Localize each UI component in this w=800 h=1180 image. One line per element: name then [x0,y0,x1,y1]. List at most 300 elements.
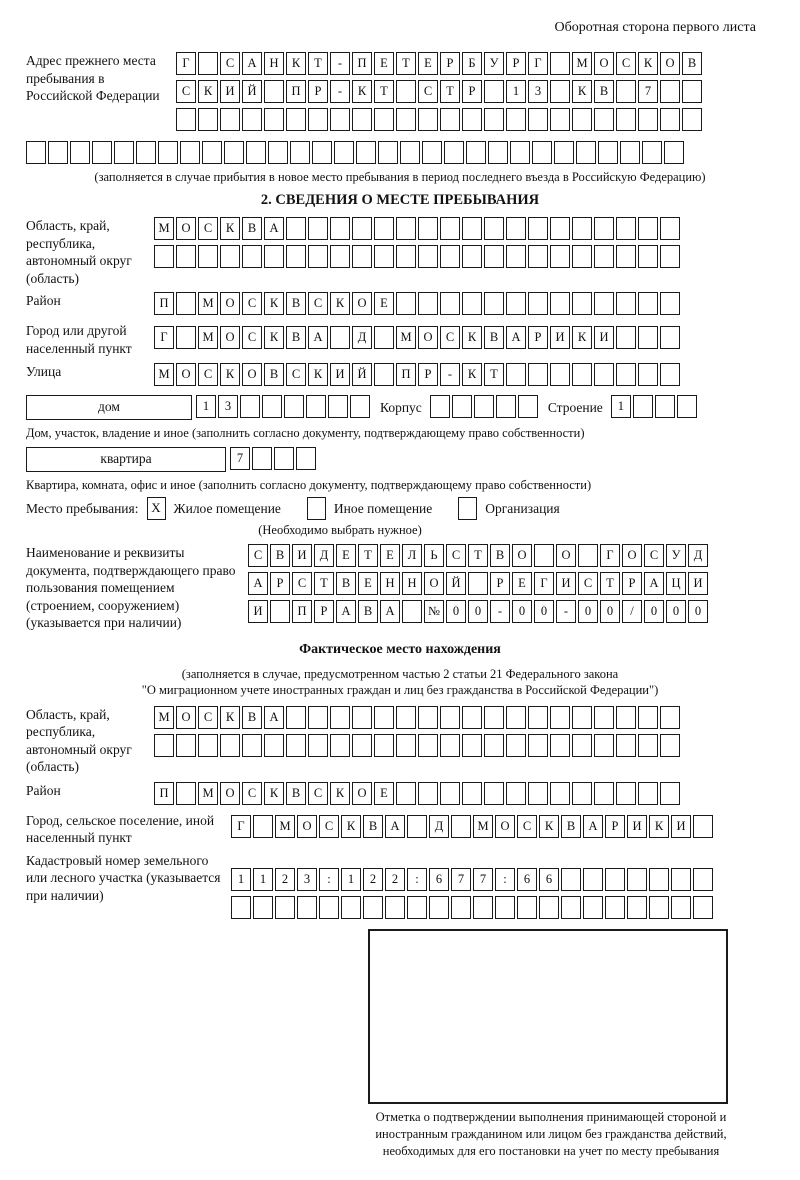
form-cell[interactable] [330,326,350,349]
form-cell[interactable] [462,245,482,268]
form-cell[interactable]: В [561,815,581,838]
form-cell[interactable] [660,108,680,131]
form-cell[interactable]: 7 [638,80,658,103]
form-cell[interactable]: О [297,815,317,838]
form-cell[interactable] [114,141,134,164]
form-cell[interactable]: О [176,363,196,386]
form-cell[interactable]: Г [534,572,554,595]
form-cell[interactable]: С [242,292,262,315]
form-cell[interactable]: Т [600,572,620,595]
form-cell[interactable] [363,896,383,919]
form-cell[interactable]: О [176,706,196,729]
form-cell[interactable] [528,292,548,315]
form-cell[interactable]: К [198,80,218,103]
form-cell[interactable] [506,292,526,315]
form-cell[interactable] [594,363,614,386]
form-cell[interactable] [220,734,240,757]
form-cell[interactable]: - [330,52,350,75]
form-cell[interactable] [638,734,658,757]
form-cell[interactable] [264,734,284,757]
form-cell[interactable] [660,734,680,757]
form-cell[interactable]: Й [242,80,262,103]
form-cell[interactable] [484,80,504,103]
form-cell[interactable] [286,734,306,757]
form-cell[interactable] [594,217,614,240]
form-cell[interactable] [677,395,697,418]
form-cell[interactable] [26,141,46,164]
form-cell[interactable] [518,395,538,418]
form-cell[interactable]: М [396,326,416,349]
form-cell[interactable]: / [622,600,642,623]
form-cell[interactable] [474,395,494,418]
form-cell[interactable]: 3 [218,395,238,418]
form-cell[interactable] [356,141,376,164]
form-cell[interactable] [176,292,196,315]
form-cell[interactable] [655,395,675,418]
form-cell[interactable]: Н [380,572,400,595]
form-cell[interactable] [484,706,504,729]
form-cell[interactable]: 6 [429,868,449,891]
form-cell[interactable]: С [319,815,339,838]
form-cell[interactable] [616,80,636,103]
form-cell[interactable]: К [462,363,482,386]
form-cell[interactable] [374,326,394,349]
form-cell[interactable] [616,326,636,349]
form-cell[interactable]: С [446,544,466,567]
form-cell[interactable]: 7 [230,447,250,470]
form-cell[interactable]: Т [358,544,378,567]
form-cell[interactable]: С [242,782,262,805]
form-cell[interactable] [598,141,618,164]
form-cell[interactable]: И [594,326,614,349]
form-cell[interactable] [550,80,570,103]
form-cell[interactable] [270,600,290,623]
form-cell[interactable] [550,292,570,315]
form-cell[interactable]: Г [154,326,174,349]
form-cell[interactable]: 2 [385,868,405,891]
form-cell[interactable]: А [506,326,526,349]
form-cell[interactable]: 1 [341,868,361,891]
form-cell[interactable] [649,868,669,891]
form-cell[interactable]: 3 [297,868,317,891]
form-cell[interactable] [253,896,273,919]
form-cell[interactable] [583,896,603,919]
form-cell[interactable]: А [264,706,284,729]
form-cell[interactable]: Е [418,52,438,75]
form-cell[interactable] [506,245,526,268]
form-cell[interactable] [308,734,328,757]
stay-type-organization-checkbox[interactable] [458,497,477,520]
form-cell[interactable]: П [154,292,174,315]
form-cell[interactable] [308,245,328,268]
form-cell[interactable]: О [176,217,196,240]
form-cell[interactable] [550,734,570,757]
form-cell[interactable]: М [154,706,174,729]
form-cell[interactable]: К [330,782,350,805]
form-cell[interactable]: М [572,52,592,75]
form-cell[interactable] [48,141,68,164]
form-cell[interactable] [418,245,438,268]
form-cell[interactable] [396,292,416,315]
form-cell[interactable]: М [198,326,218,349]
form-cell[interactable]: О [424,572,444,595]
form-cell[interactable] [330,734,350,757]
form-cell[interactable]: Т [396,52,416,75]
form-cell[interactable] [495,896,515,919]
form-cell[interactable]: В [484,326,504,349]
form-cell[interactable] [550,108,570,131]
form-cell[interactable]: С [292,572,312,595]
form-cell[interactable] [308,706,328,729]
form-cell[interactable]: Р [490,572,510,595]
form-cell[interactable] [528,734,548,757]
form-cell[interactable] [638,217,658,240]
form-cell[interactable] [330,108,350,131]
form-cell[interactable] [451,896,471,919]
form-cell[interactable] [484,734,504,757]
form-cell[interactable] [198,245,218,268]
form-cell[interactable]: С [308,292,328,315]
form-cell[interactable]: Е [374,52,394,75]
form-cell[interactable]: О [352,292,372,315]
form-cell[interactable]: Е [512,572,532,595]
form-cell[interactable] [534,544,554,567]
form-cell[interactable] [620,141,640,164]
form-cell[interactable]: Ц [666,572,686,595]
form-cell[interactable] [616,217,636,240]
form-cell[interactable]: 7 [473,868,493,891]
form-cell[interactable] [264,108,284,131]
form-cell[interactable] [642,141,662,164]
form-cell[interactable]: 1 [611,395,631,418]
form-cell[interactable] [430,395,450,418]
form-cell[interactable] [264,80,284,103]
form-cell[interactable] [693,868,713,891]
form-cell[interactable]: О [594,52,614,75]
form-cell[interactable] [638,363,658,386]
form-cell[interactable]: 0 [666,600,686,623]
form-cell[interactable] [466,141,486,164]
form-cell[interactable]: М [275,815,295,838]
form-cell[interactable]: А [644,572,664,595]
form-cell[interactable] [550,245,570,268]
form-cell[interactable] [400,141,420,164]
form-cell[interactable] [532,141,552,164]
form-cell[interactable] [660,706,680,729]
form-cell[interactable]: К [539,815,559,838]
form-cell[interactable] [594,108,614,131]
form-cell[interactable] [616,108,636,131]
form-cell[interactable] [246,141,266,164]
form-cell[interactable] [306,395,326,418]
form-cell[interactable] [452,395,472,418]
form-cell[interactable]: В [363,815,383,838]
form-cell[interactable]: 1 [231,868,251,891]
form-cell[interactable]: 1 [506,80,526,103]
form-cell[interactable]: С [418,80,438,103]
form-cell[interactable]: 6 [517,868,537,891]
form-cell[interactable] [198,52,218,75]
form-cell[interactable] [440,108,460,131]
form-cell[interactable]: Р [440,52,460,75]
form-cell[interactable]: Г [528,52,548,75]
form-cell[interactable]: К [264,292,284,315]
form-cell[interactable] [396,782,416,805]
form-cell[interactable] [578,544,598,567]
form-cell[interactable]: 0 [688,600,708,623]
form-cell[interactable]: П [292,600,312,623]
form-cell[interactable]: 0 [578,600,598,623]
form-cell[interactable]: О [512,544,532,567]
form-cell[interactable]: О [495,815,515,838]
form-cell[interactable]: Д [429,815,449,838]
form-cell[interactable]: В [682,52,702,75]
form-cell[interactable] [528,706,548,729]
form-cell[interactable] [92,141,112,164]
form-cell[interactable] [418,782,438,805]
form-cell[interactable]: О [242,363,262,386]
form-cell[interactable] [198,734,218,757]
form-cell[interactable] [330,217,350,240]
form-cell[interactable]: К [264,782,284,805]
form-cell[interactable]: М [198,292,218,315]
form-cell[interactable]: А [264,217,284,240]
form-cell[interactable]: В [490,544,510,567]
form-cell[interactable]: Е [380,544,400,567]
form-cell[interactable]: А [242,52,262,75]
form-cell[interactable] [374,217,394,240]
form-cell[interactable]: В [242,706,262,729]
form-cell[interactable]: В [594,80,614,103]
form-cell[interactable] [561,896,581,919]
form-cell[interactable] [422,141,442,164]
form-cell[interactable]: С [248,544,268,567]
form-cell[interactable] [253,815,273,838]
form-cell[interactable] [242,108,262,131]
form-cell[interactable] [660,363,680,386]
form-cell[interactable] [506,363,526,386]
form-cell[interactable]: 1 [253,868,273,891]
form-cell[interactable] [572,217,592,240]
form-cell[interactable]: О [660,52,680,75]
form-cell[interactable]: В [242,217,262,240]
form-cell[interactable]: П [396,363,416,386]
form-cell[interactable] [334,141,354,164]
form-cell[interactable] [627,868,647,891]
form-cell[interactable]: Е [374,292,394,315]
form-cell[interactable] [594,245,614,268]
form-cell[interactable]: Р [418,363,438,386]
form-cell[interactable]: С [198,706,218,729]
form-cell[interactable]: К [462,326,482,349]
form-cell[interactable] [462,217,482,240]
form-cell[interactable] [352,108,372,131]
form-cell[interactable] [312,141,332,164]
form-cell[interactable]: У [666,544,686,567]
form-cell[interactable] [418,706,438,729]
form-cell[interactable] [418,108,438,131]
form-cell[interactable] [484,217,504,240]
form-cell[interactable]: К [286,52,306,75]
form-cell[interactable]: 1 [196,395,216,418]
form-cell[interactable] [286,108,306,131]
form-cell[interactable] [176,108,196,131]
form-cell[interactable] [462,782,482,805]
form-cell[interactable]: У [484,52,504,75]
form-cell[interactable]: Р [462,80,482,103]
form-cell[interactable]: К [220,217,240,240]
form-cell[interactable] [693,815,713,838]
form-cell[interactable]: А [380,600,400,623]
form-cell[interactable] [444,141,464,164]
form-cell[interactable] [330,706,350,729]
form-cell[interactable]: И [627,815,647,838]
form-cell[interactable]: М [154,217,174,240]
form-cell[interactable]: Р [506,52,526,75]
form-cell[interactable]: А [385,815,405,838]
form-cell[interactable]: Р [605,815,625,838]
form-cell[interactable]: Р [622,572,642,595]
form-cell[interactable]: Й [446,572,466,595]
form-cell[interactable] [550,706,570,729]
form-cell[interactable]: Д [352,326,372,349]
form-cell[interactable] [284,395,304,418]
form-cell[interactable] [407,815,427,838]
form-cell[interactable]: К [220,363,240,386]
form-cell[interactable]: Ь [424,544,444,567]
form-cell[interactable]: М [154,363,174,386]
form-cell[interactable] [572,734,592,757]
form-cell[interactable]: В [286,292,306,315]
form-cell[interactable] [297,896,317,919]
form-cell[interactable] [462,292,482,315]
form-cell[interactable] [539,896,559,919]
form-cell[interactable] [484,245,504,268]
form-cell[interactable] [594,734,614,757]
form-cell[interactable] [484,292,504,315]
form-cell[interactable] [264,245,284,268]
form-cell[interactable]: Р [270,572,290,595]
form-cell[interactable]: 0 [600,600,620,623]
form-cell[interactable] [418,734,438,757]
form-cell[interactable] [528,217,548,240]
form-cell[interactable] [528,108,548,131]
form-cell[interactable]: : [495,868,515,891]
form-cell[interactable] [440,734,460,757]
form-cell[interactable]: Р [308,80,328,103]
form-cell[interactable] [290,141,310,164]
form-cell[interactable] [660,245,680,268]
form-cell[interactable]: Т [440,80,460,103]
form-cell[interactable]: Л [402,544,422,567]
form-cell[interactable]: Е [358,572,378,595]
form-cell[interactable]: В [286,782,306,805]
form-cell[interactable]: С [242,326,262,349]
form-cell[interactable] [616,706,636,729]
form-cell[interactable] [176,782,196,805]
form-cell[interactable] [528,782,548,805]
form-cell[interactable] [638,326,658,349]
form-cell[interactable] [638,706,658,729]
form-cell[interactable] [176,245,196,268]
form-cell[interactable]: К [649,815,669,838]
form-cell[interactable] [308,108,328,131]
form-cell[interactable] [262,395,282,418]
form-cell[interactable] [660,326,680,349]
form-cell[interactable] [396,108,416,131]
form-cell[interactable]: Г [600,544,620,567]
form-cell[interactable] [352,706,372,729]
form-cell[interactable] [506,706,526,729]
form-cell[interactable]: С [308,782,328,805]
form-cell[interactable] [418,292,438,315]
form-cell[interactable]: К [308,363,328,386]
form-cell[interactable] [202,141,222,164]
form-cell[interactable] [268,141,288,164]
form-cell[interactable]: С [220,52,240,75]
form-cell[interactable] [473,896,493,919]
form-cell[interactable]: 0 [468,600,488,623]
form-cell[interactable] [136,141,156,164]
form-cell[interactable]: А [336,600,356,623]
form-cell[interactable] [594,782,614,805]
form-cell[interactable] [462,108,482,131]
form-cell[interactable] [572,706,592,729]
form-cell[interactable] [396,734,416,757]
form-cell[interactable]: Д [688,544,708,567]
form-cell[interactable]: И [220,80,240,103]
form-cell[interactable] [649,896,669,919]
form-cell[interactable]: - [556,600,576,623]
form-cell[interactable] [488,141,508,164]
form-cell[interactable] [352,245,372,268]
form-cell[interactable] [328,395,348,418]
form-cell[interactable]: А [308,326,328,349]
form-cell[interactable] [198,108,218,131]
form-cell[interactable] [462,706,482,729]
form-cell[interactable]: : [319,868,339,891]
form-cell[interactable] [616,245,636,268]
form-cell[interactable]: А [583,815,603,838]
form-cell[interactable]: К [638,52,658,75]
form-cell[interactable] [402,600,422,623]
form-cell[interactable] [252,447,272,470]
form-cell[interactable] [352,734,372,757]
form-cell[interactable] [550,782,570,805]
form-cell[interactable] [350,395,370,418]
form-cell[interactable] [341,896,361,919]
form-cell[interactable]: П [154,782,174,805]
form-cell[interactable] [462,734,482,757]
form-cell[interactable]: 0 [446,600,466,623]
form-cell[interactable] [231,896,251,919]
form-cell[interactable] [616,292,636,315]
form-cell[interactable] [484,108,504,131]
form-cell[interactable] [418,217,438,240]
form-cell[interactable] [378,141,398,164]
form-cell[interactable] [286,706,306,729]
form-cell[interactable] [660,217,680,240]
form-cell[interactable] [429,896,449,919]
form-cell[interactable] [396,80,416,103]
form-cell[interactable] [594,292,614,315]
form-cell[interactable] [385,896,405,919]
form-cell[interactable] [220,108,240,131]
form-cell[interactable]: С [176,80,196,103]
form-cell[interactable] [664,141,684,164]
form-cell[interactable]: И [671,815,691,838]
form-cell[interactable] [561,868,581,891]
